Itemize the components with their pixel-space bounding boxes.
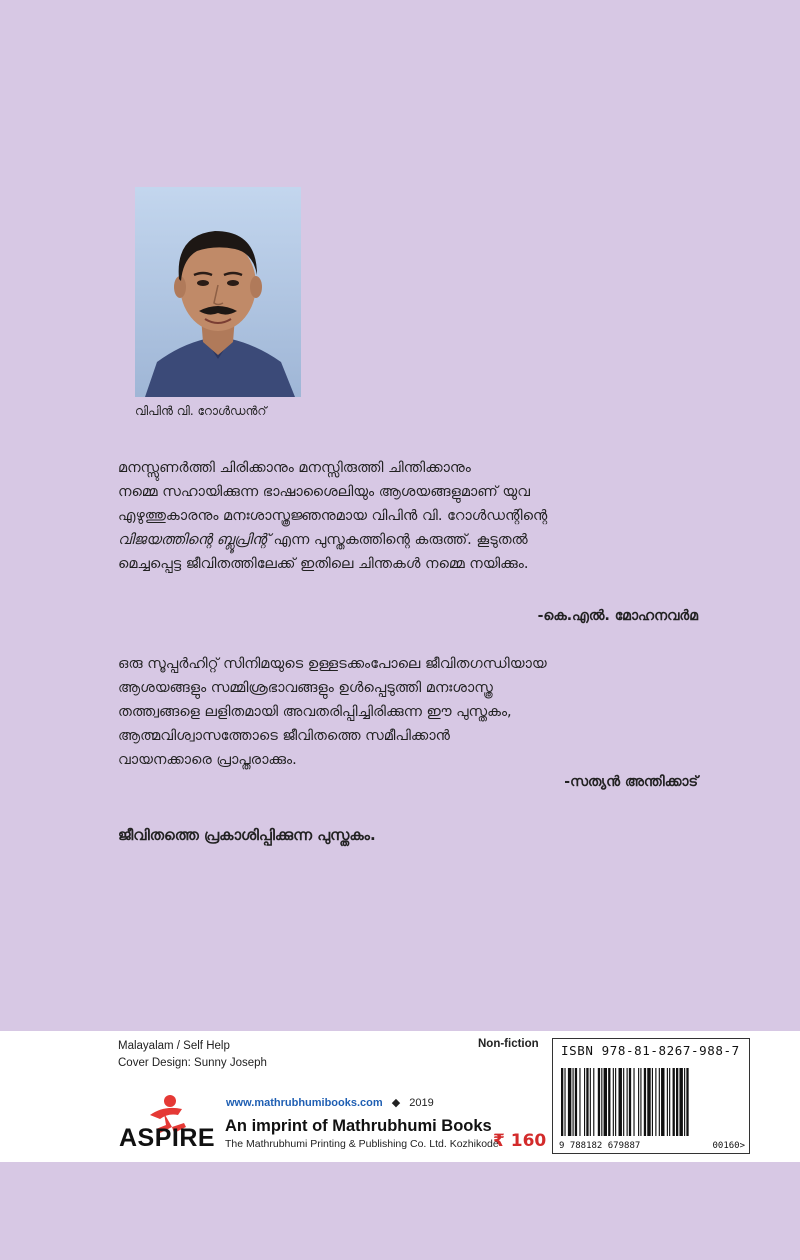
review-1-signature: -കെ.എൽ. മോഹനവർമ	[537, 608, 698, 624]
barcode-bar	[644, 1068, 646, 1136]
barcode-bar	[684, 1068, 685, 1136]
category-label: Malayalam / Self Help	[118, 1040, 230, 1052]
barcode-bar	[627, 1068, 628, 1136]
review-2-signature: -സത്യൻ അന്തിക്കാട്	[564, 774, 698, 790]
review-2-line: ഒരു സൂപ്പർഹിറ്റ് സിനിമയുടെ ഉള്ളടക്കംപോലെ ജീവിതഗന്ധിയായ	[118, 656, 547, 672]
barcode-bar	[633, 1068, 634, 1136]
barcode-bar	[619, 1068, 622, 1136]
publisher-label: The Mathrubhumi Printing & Publishing Co. Ltd. Kozhikode	[225, 1138, 499, 1150]
review-1	[118, 456, 698, 576]
barcode-bar	[629, 1068, 631, 1136]
barcode-bar	[584, 1068, 585, 1136]
barcode-bar	[593, 1068, 594, 1136]
barcode-bar	[564, 1068, 565, 1136]
barcode-bar	[647, 1068, 650, 1136]
barcode-bar	[676, 1068, 678, 1136]
barcode-bar	[667, 1068, 668, 1136]
barcode-bar	[615, 1068, 616, 1136]
barcode-bar	[659, 1068, 660, 1136]
barcode-bar	[655, 1068, 656, 1136]
review-1-line: വിജയത്തിന്റെ ബ്ലൂപ്രിന്റ് എന്ന പുസ്തകത്തിന്റെ കരുത്ത്. കൂടുതൽ	[118, 532, 528, 548]
barcode-digits: 9 788182 679887 00160>	[559, 1141, 745, 1151]
aspire-logo-text: ASPIRE	[119, 1124, 216, 1152]
imprint-label: An imprint of Mathrubhumi Books	[225, 1117, 492, 1135]
barcode-bar	[561, 1068, 563, 1136]
barcode-bar	[673, 1068, 675, 1136]
barcode-bar	[623, 1068, 624, 1136]
review-1-line: മനസ്സുണർത്തി ചിരിക്കാനും മനസ്സിരുത്തി ചിന്തിക്കാനും	[118, 460, 471, 476]
review-1-line: നമ്മെ സഹായിക്കുന്ന ഭാഷാശൈലിയും ആശയങ്ങളുമാണ് യുവ	[118, 484, 530, 500]
review-1-line: മെച്ചപ്പെട്ട ജീവിതത്തിലേക്ക് ഇതിലെ ചിന്തകൾ നമ്മെ നയിക്കും.	[118, 556, 529, 572]
barcode-bar	[590, 1068, 591, 1136]
website-line	[226, 1096, 434, 1109]
barcode-bar	[640, 1068, 641, 1136]
book-title: വിജയത്തിന്റെ ബ്ലൂപ്രിന്റ്	[118, 532, 269, 548]
barcode-bar	[638, 1068, 639, 1136]
barcode-bar	[669, 1068, 670, 1136]
diamond-icon: ◆	[391, 1097, 401, 1109]
barcode-bar	[652, 1068, 653, 1136]
review-2-line: ആത്മവിശ്വാസത്തോടെ ജീവിതത്തെ സമീപിക്കാൻ	[118, 728, 450, 744]
genre-label: Non-fiction	[478, 1038, 539, 1050]
isbn-barcode	[552, 1038, 750, 1154]
review-2	[118, 652, 698, 772]
author-caption: വിപിൻ വി. റോൾഡൻറ്	[135, 404, 267, 418]
barcode-bar	[579, 1068, 580, 1136]
barcode-bar	[686, 1068, 688, 1136]
barcode-bar	[598, 1068, 600, 1136]
barcode-bar	[613, 1068, 614, 1136]
book-meta	[118, 1038, 267, 1072]
publication-year: 2019	[409, 1097, 434, 1109]
isbn-number: ISBN 978-81-8267-988-7	[561, 1043, 740, 1058]
barcode-bar	[679, 1068, 682, 1136]
price-label: ₹ 160	[493, 1131, 547, 1151]
review-2-line: തത്ത്വങ്ങളെ ലളിതമായി അവതരിപ്പിച്ചിരിക്കുന്ന ഈ പുസ്തകം,	[118, 704, 512, 720]
review-2-line: വായനക്കാരെ പ്രാപ്തരാക്കും.	[118, 752, 297, 768]
barcode-icon	[559, 1063, 745, 1141]
tagline: ജീവിതത്തെ പ്രകാശിപ്പിക്കുന്ന പുസ്തകം.	[118, 826, 376, 844]
barcode-bar	[661, 1068, 664, 1136]
barcode-bar	[586, 1068, 588, 1136]
author-photo	[135, 187, 301, 397]
barcode-bar	[568, 1068, 571, 1136]
barcode-bar	[601, 1068, 602, 1136]
barcode-bar	[608, 1068, 610, 1136]
barcode-bar	[573, 1068, 574, 1136]
barcode-bar	[575, 1068, 577, 1136]
cover-design-label: Cover Design: Sunny Joseph	[118, 1057, 267, 1069]
barcode-bar	[604, 1068, 607, 1136]
review-1-line: എഴുത്തുകാരനും മനഃശാസ്ത്രജ്ഞനുമായ വിപിൻ വി. റോൾഡന്റിന്റെ	[118, 508, 548, 524]
website-link[interactable]: www.mathrubhumibooks.com	[226, 1097, 383, 1109]
review-2-line: ആശയങ്ങളും സമ്മിശ്രഭാവങ്ങളും ഉൾപ്പെടുത്തി മനഃശാസ്ത്ര	[118, 680, 493, 696]
